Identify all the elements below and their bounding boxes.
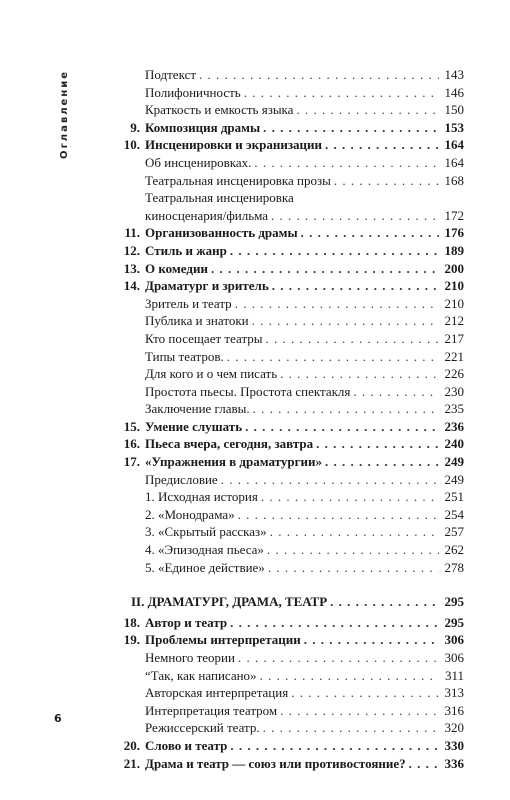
toc-subentry [74, 365, 464, 383]
toc-subentry [74, 523, 464, 541]
dot-leader [409, 755, 439, 773]
toc-entry-title: О комедии [145, 260, 208, 276]
toc-subentry [74, 383, 464, 401]
toc-subentry [74, 667, 464, 685]
dot-leader [211, 260, 439, 278]
dot-leader [267, 541, 439, 559]
part-title: II. ДРАМАТУРГ, ДРАМА, ТЕАТР [131, 594, 328, 610]
toc-entry-title: Проблемы интерпретации [145, 632, 301, 648]
toc-group-3 [74, 614, 464, 772]
toc-part-heading [74, 593, 464, 611]
toc-entry-title: 2. «Монодрама» [145, 506, 235, 522]
toc-chapter [74, 737, 464, 755]
page-number: 6 [54, 712, 62, 725]
toc-entry-title: Об инсценировках. [145, 154, 252, 170]
dot-leader [280, 702, 439, 720]
toc-subentry [74, 101, 464, 119]
toc-entry-title: 1. Исходная история [145, 489, 258, 505]
toc-entry-title: Типы театров. [145, 348, 224, 364]
toc-chapter [74, 260, 464, 278]
toc-entry-page: 262 [444, 542, 464, 558]
toc-entry-page: 143 [444, 67, 464, 82]
toc-entry-title: Публика и знатоки [145, 313, 249, 329]
toc-entry-title: Зритель и театр [145, 295, 232, 311]
running-head: Оглавление [59, 70, 70, 159]
toc-entry-title: Кто посещает театры [145, 330, 263, 346]
toc-entry-page: 295 [444, 614, 464, 630]
dot-leader [316, 435, 439, 453]
dot-leader [263, 119, 439, 137]
toc-entry-number: 15. [123, 418, 140, 434]
toc-entry-number: 18. [123, 614, 140, 630]
toc-entry-page: 210 [444, 295, 464, 311]
toc-entry-title: Драма и театр — союз или противостояние? [145, 755, 406, 771]
toc-entry-title: Драматург и зритель [145, 278, 269, 294]
toc-entry-page: 217 [444, 330, 464, 346]
dot-leader [271, 207, 439, 225]
toc-entry-page: 240 [444, 436, 464, 452]
toc-entry-page: 164 [444, 154, 464, 170]
dot-leader [272, 277, 439, 295]
dot-leader [244, 84, 439, 102]
toc-chapter [74, 224, 464, 242]
toc-entry-title: 4. «Эпизодная пьеса» [145, 542, 264, 558]
dot-leader [235, 295, 439, 313]
toc-entry-page: 200 [444, 260, 464, 276]
toc-entry-page: 330 [444, 737, 464, 753]
toc-entry-title: Композиция драмы [145, 119, 261, 135]
toc-entry-title: Краткость и емкость языка [145, 102, 294, 118]
toc-entry-title: Слово и театр [145, 737, 228, 753]
dot-leader [280, 365, 439, 383]
toc-entry-title: Режиссерский театр. [145, 720, 260, 736]
toc-entry-page: 257 [444, 524, 464, 540]
toc-entry-wrapped [74, 189, 464, 224]
toc-subentry [74, 400, 464, 418]
dot-leader [270, 523, 439, 541]
toc-group-1 [74, 66, 464, 189]
toc-entry-page: 254 [444, 506, 464, 522]
toc-entry-title: Инсценировки и экранизации [145, 137, 323, 153]
toc-entry-number: 12. [123, 242, 140, 258]
toc-entry-title: Театральная инсценировка прозы [145, 172, 331, 188]
table-of-contents [74, 66, 464, 772]
dot-leader [330, 593, 439, 611]
dot-leader [268, 559, 439, 577]
dot-leader [261, 488, 439, 506]
toc-entry-title: Заключение главы. [145, 401, 250, 417]
toc-entry-number: 14. [123, 278, 140, 294]
dot-leader [238, 506, 439, 524]
toc-entry-page: 311 [444, 667, 464, 683]
toc-entry-title-line1: Театральная инсценировка [145, 190, 294, 206]
toc-subentry [74, 330, 464, 348]
dot-leader [260, 667, 439, 685]
toc-entry-page: 316 [444, 702, 464, 718]
toc-entry-title: Простота пьесы. Простота спектакля [145, 383, 351, 399]
dot-leader [266, 330, 439, 348]
part-page: 295 [444, 594, 464, 610]
toc-subentry [74, 541, 464, 559]
toc-entry-page: 306 [444, 632, 464, 648]
toc-subentry [74, 506, 464, 524]
toc-entry-number: 20. [123, 737, 140, 753]
toc-chapter [74, 242, 464, 260]
toc-entry-page: 146 [444, 84, 464, 100]
toc-subentry [74, 488, 464, 506]
toc-subentry [74, 559, 464, 577]
toc-entry-page: 320 [444, 720, 464, 736]
toc-subentry [74, 471, 464, 489]
toc-entry-title: Для кого и о чем писать [145, 366, 278, 382]
toc-entry-page: 176 [444, 225, 464, 241]
toc-entry-number: 10. [123, 137, 140, 153]
toc-entry-number: 13. [123, 260, 140, 276]
toc-entry-page: 189 [444, 242, 464, 258]
toc-entry-page: 249 [444, 471, 464, 487]
dot-leader [230, 737, 439, 755]
dot-leader [238, 649, 439, 667]
toc-subentry [74, 66, 464, 84]
toc-entry-page: 153 [444, 119, 464, 135]
toc-entry-page: 249 [444, 454, 464, 470]
toc-entry-page: 306 [444, 650, 464, 665]
toc-chapter [74, 119, 464, 137]
dot-leader [199, 66, 439, 84]
dot-leader [334, 172, 439, 190]
toc-entry-page: 150 [444, 102, 464, 118]
toc-chapter [74, 755, 464, 773]
toc-entry-title-line2: киносценария/фильма [145, 207, 269, 223]
toc-entry-page: 236 [444, 418, 464, 434]
toc-subentry [74, 172, 464, 190]
toc-subentry [74, 154, 464, 172]
toc-entry-title: Стиль и жанр [145, 242, 227, 258]
dot-leader [296, 101, 439, 119]
toc-subentry [74, 702, 464, 720]
toc-entry-title: Предисловие [145, 471, 218, 487]
dot-leader [221, 471, 439, 489]
toc-entry-number: 19. [123, 632, 140, 648]
toc-entry-title: «Упражнения в драматургии» [145, 454, 322, 470]
toc-entry-number: 17. [123, 454, 140, 470]
toc-chapter [74, 435, 464, 453]
toc-entry-title: Подтекст [145, 67, 197, 82]
toc-entry-number: 9. [130, 119, 140, 135]
toc-entry-page: 172 [444, 207, 464, 223]
toc-entry-page: 313 [444, 685, 464, 701]
toc-chapter [74, 631, 464, 649]
toc-entry-number: 16. [123, 436, 140, 452]
toc-subentry [74, 684, 464, 702]
toc-subentry [74, 348, 464, 366]
toc-entry-page: 168 [444, 172, 464, 188]
toc-subentry [74, 312, 464, 330]
dot-leader [304, 631, 439, 649]
dot-leader [353, 383, 439, 401]
dot-leader [252, 312, 439, 330]
dot-leader [254, 154, 439, 172]
toc-chapter [74, 614, 464, 632]
toc-entry-page: 230 [444, 383, 464, 399]
toc-entry-title: Умение слушать [145, 418, 243, 434]
toc-entry-number: 11. [124, 225, 140, 241]
dot-leader [263, 719, 439, 737]
dot-leader [227, 348, 439, 366]
toc-entry-title: Авторская интерпретация [145, 685, 289, 701]
toc-entry-page: 164 [444, 137, 464, 153]
toc-entry-page: 221 [444, 348, 464, 364]
toc-chapter [74, 418, 464, 436]
toc-chapter [74, 453, 464, 471]
toc-entry-title: 3. «Скрытый рассказ» [145, 524, 267, 540]
toc-entry-title: Пьеса вчера, сегодня, завтра [145, 436, 314, 452]
toc-entry-title: Организованность драмы [145, 225, 298, 241]
dot-leader [230, 614, 439, 632]
dot-leader [253, 400, 439, 418]
dot-leader [230, 242, 439, 260]
toc-entry-page: 278 [444, 559, 464, 575]
toc-subentry [74, 719, 464, 737]
toc-entry-page: 336 [444, 755, 464, 771]
toc-entry-title: 5. «Единое действие» [145, 559, 265, 575]
toc-subentry [74, 649, 464, 667]
toc-entry-title: “Так, как написано» [145, 667, 257, 683]
toc-entry-title: Полифоничность [145, 84, 241, 100]
toc-entry-title: Интерпретация театром [145, 702, 278, 718]
toc-entry-page: 235 [444, 401, 464, 417]
dot-leader [301, 224, 439, 242]
toc-chapter [74, 277, 464, 295]
dot-leader [245, 418, 439, 436]
dot-leader [325, 136, 439, 154]
toc-entry-page: 212 [444, 313, 464, 329]
toc-entry-title: Немного теории [145, 650, 235, 665]
dot-leader [325, 453, 439, 471]
toc-entry-title: Автор и театр [145, 614, 228, 630]
toc-entry-page: 251 [444, 489, 464, 505]
toc-entry-number: 21. [123, 755, 140, 771]
toc-subentry [74, 295, 464, 313]
toc-entry-page: 210 [444, 278, 464, 294]
toc-chapter [74, 136, 464, 154]
toc-group-2 [74, 224, 464, 576]
dot-leader [291, 684, 439, 702]
toc-subentry [74, 84, 464, 102]
toc-entry-page: 226 [444, 366, 464, 382]
